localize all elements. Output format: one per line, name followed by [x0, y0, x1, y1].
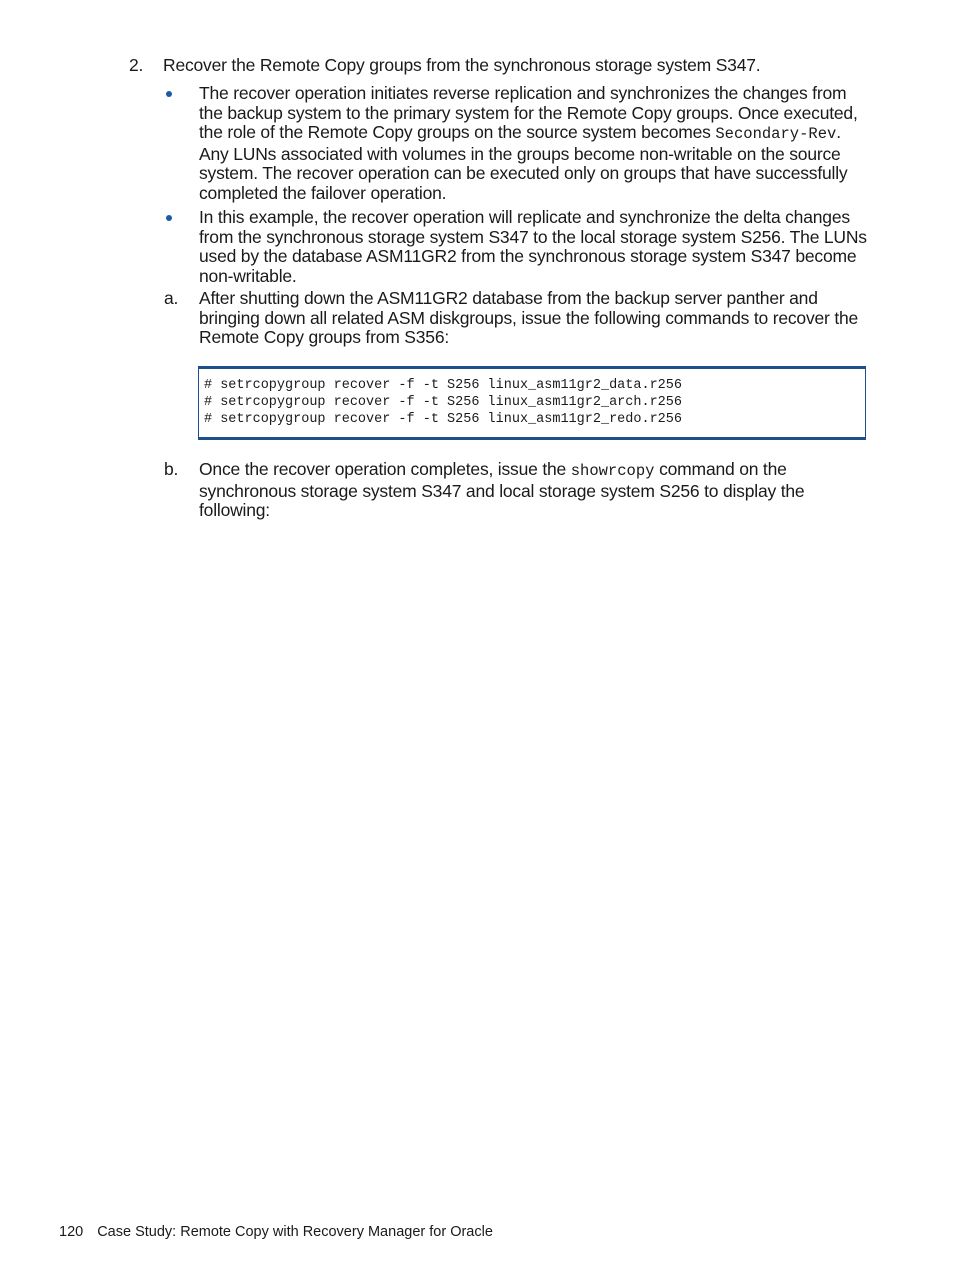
substep-b-text — [199, 460, 871, 521]
bullet-marker-icon — [166, 84, 174, 92]
inline-code-secondary-rev: Secondary-Rev — [715, 125, 837, 143]
substep-b-text-before: Once the recover operation completes, issue the — [199, 459, 571, 479]
substep-a-label: a. — [164, 288, 179, 308]
step-heading: Recover the Remote Copy groups from the synchronous storage system S347. — [163, 55, 761, 75]
bullet-marker-icon — [166, 208, 174, 216]
code-block — [198, 366, 866, 440]
code-line: # setrcopygroup recover -f -t S256 linux_asm11gr2_redo.r256 — [204, 412, 682, 427]
code-block-content — [204, 377, 682, 428]
step-number: 2. — [129, 55, 144, 75]
substep-b-text-after: command on the synchronous storage system S347 and local storage system S256 to display the following: — [199, 459, 805, 520]
page-footer — [59, 1223, 493, 1241]
substep-b-label: b. — [164, 459, 179, 479]
code-line: # setrcopygroup recover -f -t S256 linux_asm11gr2_arch.r256 — [204, 395, 682, 410]
page-number: 120 — [59, 1224, 84, 1240]
substep-a-text: After shutting down the ASM11GR2 database from the backup server panther and bringing down all related ASM diskgroups, issue the following commands to recover the Remote Copy groups from S356: — [199, 288, 859, 347]
bullet-paragraph-example: In this example, the recover operation will replicate and synchronize the delta changes from the synchronous storage system S347 to the local storage system S256. The LUNs used by the database ASM11GR2 from the synchronous storage system S347 become non-writable. — [199, 207, 867, 286]
code-line: # setrcopygroup recover -f -t S256 linux_asm11gr2_data.r256 — [204, 378, 682, 393]
bullet-1-text-before: The recover operation initiates reverse replication and synchronizes the changes from the backup system to the primary system for the Remote Copy groups. Once executed, the role of the Remote Copy groups on the source system becomes — [199, 83, 858, 142]
inline-code-showrcopy: showrcopy — [570, 462, 655, 480]
bullet-paragraph-recover-operation — [199, 84, 871, 203]
footer-title: Case Study: Remote Copy with Recovery Manager for Oracle — [97, 1224, 493, 1240]
bullet-1-text-after: . Any LUNs associated with volumes in the groups become non-writable on the source system. The recover operation can be executed only on groups that have successfully completed the failover operation. — [199, 122, 848, 203]
